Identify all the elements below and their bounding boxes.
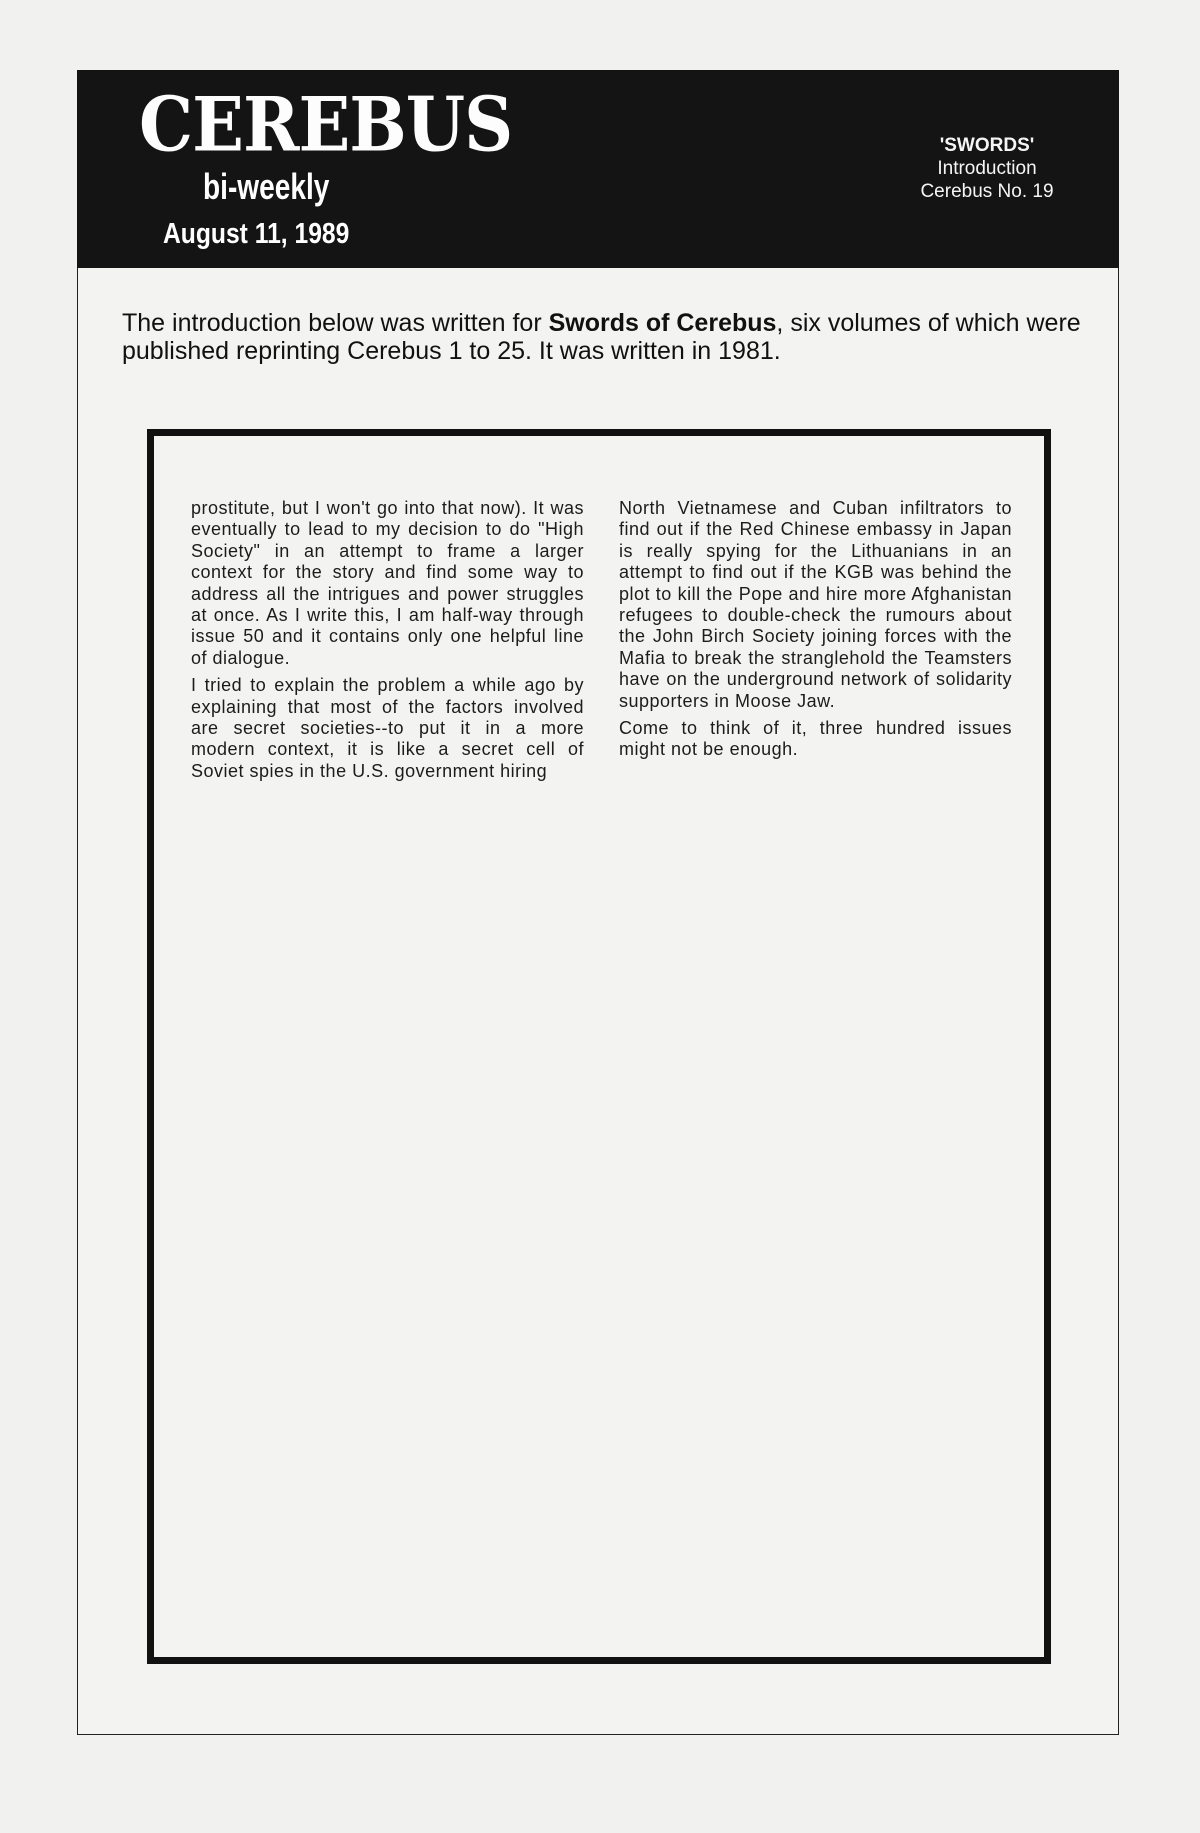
paragraph: prostitute, but I won't go into that now). It was eventually to lead to my decision to do "High Society" in an attempt to frame a larger context for the story and find some way to address all the intrigues and power struggles at once. As I write this, I am half-way through issue 50 and it contains only one helpful line of dialogue. bbox=[191, 498, 584, 668]
issue-date: August 11, 1989 bbox=[163, 218, 350, 250]
paragraph: North Vietnamese and Cuban infiltrators to find out if the Red Chinese embassy in Japan is really spying for the Lithuanians in an attempt to find out if the KGB was behind the plot to kill the Pope and hire more Afghanistan refugees to double-check the rumours about the John Birch Society joining forces with the Mafia to break the stranglehold the Teamsters have on the underground network of solidarity supporters in Moose Jaw. bbox=[619, 498, 1012, 711]
intro-text-before: The introduction below was written for bbox=[122, 309, 549, 337]
paragraph: I tried to explain the problem a while ago by explaining that most of the factors involved are secret societies--to put it in a more modern context, it is like a secret cell of Soviet spies in the U.S. government hiring bbox=[191, 675, 584, 781]
article-column-left bbox=[191, 498, 584, 788]
issue-info bbox=[837, 134, 1137, 203]
paragraph: Come to think of it, three hundred issues might not be enough. bbox=[619, 718, 1012, 760]
issue-number: Cerebus No. 19 bbox=[920, 181, 1054, 202]
masthead-subtitle: bi-weekly bbox=[203, 166, 330, 207]
masthead bbox=[77, 70, 1119, 268]
issue-subtitle: Introduction bbox=[937, 158, 1037, 179]
intro-text-after: , six volumes of which were published reprinting Cerebus 1 to 25. It was written in 1981. bbox=[122, 309, 1081, 365]
intro-paragraph bbox=[122, 309, 1092, 365]
cerebus-logo: CEREBUS bbox=[139, 81, 513, 170]
intro-book-title: Swords of Cerebus bbox=[548, 309, 777, 337]
issue-title: 'SWORDS' bbox=[939, 135, 1035, 156]
article-column-right bbox=[619, 498, 1012, 767]
